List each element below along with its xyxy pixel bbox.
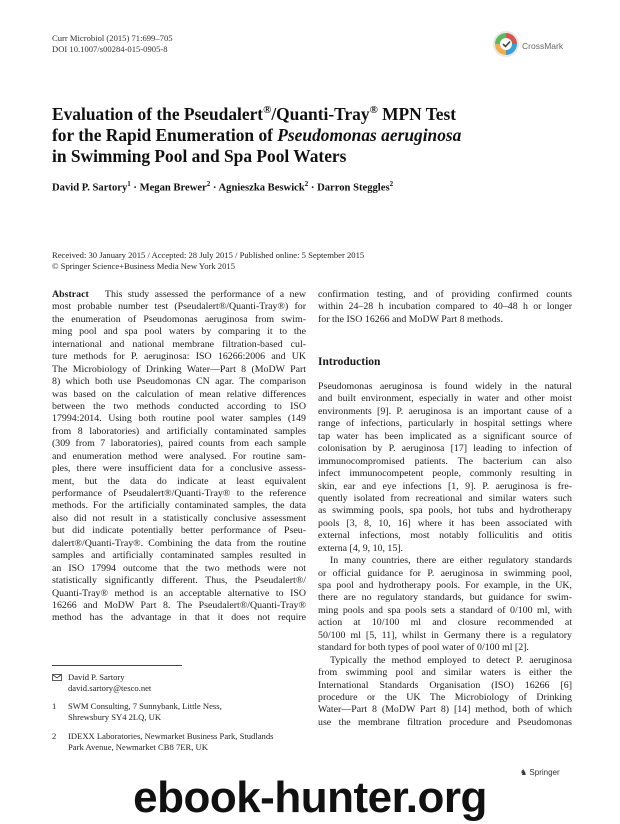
abstract-line: 16266 and MoDW Part 8. The Pseudalert®/Quanti-Tray®	[52, 599, 306, 611]
abstract-line: 17994:2014. Using both routine pool water samples (149	[52, 413, 306, 425]
intro-line: action at 10/100 ml and closure recommended at	[318, 617, 572, 629]
intro-line: International Standards Organisation (ISO) 16266 [6]	[318, 679, 572, 691]
abstract-line: within 24–28 h incubation compared to 40–48 h or longer	[318, 301, 572, 313]
intro-line: procedure or the UK The Microbiology of Drinking	[318, 691, 572, 703]
author-list: David P. Sartory$^1$ · Megan Brewer$^2$ · Agnieszka Beswick$^2$ · Darron Steggles$^2$	[52, 180, 394, 194]
intro-line: Water—Part 8 (MoDW Part 8) [14] method, both of which	[318, 704, 572, 716]
intro-line: or official guidance for P. aeruginosa in swimming pool,	[318, 567, 572, 579]
abstract-line: method has the advantage in that it does not require	[52, 612, 306, 624]
intro-line: infect immunocompetent people, commonly resulting in	[318, 468, 572, 480]
corresponding-author	[68, 672, 151, 694]
intro-line: range of infections, particularly in hospital settings where	[318, 418, 572, 430]
article-title	[52, 104, 552, 167]
abstract-line: confirmation testing, and of providing confirmed counts	[318, 289, 572, 300]
intro-line: use the membrane filtration procedure and Pseudomonas	[318, 716, 572, 728]
journal-line: Curr Microbiol (2015) 71:699–705	[52, 33, 173, 43]
author[interactable]: David P. Sartory	[52, 182, 128, 194]
corresponding-email[interactable]: david.sartory@tesco.net	[68, 683, 152, 693]
abstract-line: samples and artificially contaminated samples resulted in	[52, 550, 306, 562]
author[interactable]: Darron Steggles	[317, 182, 390, 194]
abstract-line: performance of Pseudalert®/Quanti-Tray® to the reference	[52, 488, 306, 499]
abstract-line: but did indicate potentially better performance of Pseu-	[52, 525, 306, 537]
affiliation-number: 2	[52, 731, 57, 741]
affiliation-2: IDEXX Laboratories, Newmarket Business Park, Studlands Park Avenue, Newmarket CB8 7ER, UK	[68, 731, 274, 752]
abstract-line: methods. For the artificially contaminated samples, the data	[52, 500, 306, 512]
intro-line: 50/100 ml [5, 11], whilst in Germany there is a regulatory	[318, 629, 572, 641]
introduction-heading: Introduction	[318, 356, 381, 368]
abstract-line: from 8 laboratories) and artificially contaminated samples	[52, 425, 306, 437]
abstract-heading: Abstract	[52, 289, 89, 300]
intro-line: there are no regulatory standards, but guidance for swim-	[318, 592, 572, 604]
abstract-line: (309 from 7 laboratories), paired counts from each sample	[52, 438, 306, 450]
title-line-2: for the Rapid Enumeration of Pseudomonas aeruginosa	[52, 125, 462, 145]
abstract-line: 8) which both use Pseudomonas CN agar. The comparison	[52, 376, 306, 388]
author[interactable]: Megan Brewer	[139, 182, 207, 194]
corresponding-name: David P. Sartory	[68, 672, 125, 682]
abstract-line: an ISO 17994 outcome that the two methods were not	[52, 562, 306, 574]
abstract-line: Quanti-Tray® method is an acceptable alternative to ISO	[52, 587, 306, 599]
left-column	[52, 289, 306, 625]
title-line-3: in Swimming Pool and Spa Pool Waters	[52, 146, 347, 166]
abstract-line: dalert®/Quanti-Tray®. Combining the data from the routine	[52, 537, 306, 549]
doi-line[interactable]: DOI 10.1007/s00284-015-0905-8	[52, 44, 168, 54]
publication-dates	[52, 250, 364, 272]
abstract-line: ture methods for P. aeruginosa: ISO 16266:2006 and UK	[52, 351, 306, 363]
intro-line: immunocompromised patients. The bacterium can also	[318, 455, 572, 467]
abstract-first-line: Abstract This study assessed the performance of a new	[52, 289, 307, 300]
abstract-line: also did not result in a statistically conclusive assessment	[52, 512, 306, 524]
intro-line: ming pools and spa pools sets a standard of 0/100 ml, with	[318, 604, 572, 616]
abstract-line: and enumeration method were analysed. For routine sam-	[52, 450, 306, 462]
envelope-icon	[52, 674, 62, 681]
crossmark-icon	[492, 30, 520, 58]
history-line: Received: 30 January 2015 / Accepted: 28 July 2015 / Published online: 5 September 2015	[52, 250, 365, 260]
abstract-line: for the ISO 16266 and MoDW Part 8 methods.	[318, 313, 503, 325]
abstract-line: most probable number test (Pseudalert®/Quanti-Tray®) for	[52, 301, 306, 313]
intro-line: environments [9]. P. aeruginosa is an important cause of a	[318, 405, 572, 417]
springer-horse-icon: ♞	[520, 768, 528, 777]
abstract-line: ment, but the data do indicate at least equivalent	[52, 475, 306, 487]
intro-line: and built environment, especially in water and other moist	[318, 393, 572, 405]
intro-line: externa [4, 9, 10, 15].	[318, 542, 404, 554]
author[interactable]: Agnieszka Beswick	[218, 182, 305, 194]
abstract-line: ming pool and spa pool waters by comparing it to the	[52, 326, 306, 338]
watermark: ebook-hunter.org	[133, 773, 487, 822]
intro-line: colonisation by P. aeruginosa [17] leading to infection of	[318, 443, 572, 455]
title-line-1: Evaluation of the Pseudalert®/Quanti-Tray® MPN Test	[52, 104, 457, 124]
registered-mark: ®	[263, 104, 272, 117]
abstract-line: the enumeration of Pseudomonas aeruginosa from swim-	[52, 313, 306, 325]
footnote-divider	[52, 665, 182, 666]
right-column-abstract	[318, 289, 572, 326]
copyright-line: © Springer Science+Business Media New York 2015	[52, 261, 235, 271]
intro-line: spa pool and hydrotherapy pools. For example, in the UK,	[318, 580, 572, 591]
registered-mark: ®	[369, 104, 378, 117]
abstract-line: was based on the calculation of mean relative differences	[52, 388, 306, 400]
intro-line: skin, ear and eye infections [1, 9]. P. aeruginosa is fre-	[318, 480, 572, 492]
crossmark-label: CrossMark	[522, 41, 564, 51]
intro-line: external infections, most notably folliculitis and otitis	[318, 530, 572, 542]
affiliation-number: 1	[52, 701, 57, 711]
intro-line: from swimming pool and similar waters is either the	[318, 667, 572, 679]
abstract-line: international and national membrane filtration-based cul-	[52, 338, 306, 350]
abstract-line: statistically significantly different. Thus, the Pseudalert®/	[52, 575, 306, 587]
affiliation-1: SWM Consulting, 7 Sunnybank, Little Ness, Shrewsbury SY4 2LQ, UK	[68, 701, 222, 722]
abstract-line: The Microbiology of Drinking Water—Part 8 (MoDW Part	[52, 363, 306, 375]
intro-line: In many countries, there are either regulatory standards	[330, 555, 572, 567]
publisher-name: Springer	[529, 768, 560, 777]
intro-line: quently isolated from recreational and similar waters such	[318, 492, 572, 504]
abstract-line: between the two methods conducted according to ISO	[52, 400, 306, 412]
intro-line: tap water has been implicated as a significant source of	[318, 430, 572, 442]
intro-line: as swimming pools, spa pools, hot tubs and hydrotherapy	[318, 505, 572, 517]
intro-line: Pseudomonas aeruginosa is found widely in the natural	[318, 381, 572, 392]
abstract-line: ples, there were insufficient data for a conclusive assess-	[52, 463, 306, 475]
journal-citation	[52, 33, 173, 55]
intro-line: Typically the method employed to detect P. aeruginosa	[330, 654, 572, 666]
intro-line: standard for both types of pool water of 0/100 ml [2].	[318, 642, 529, 654]
introduction-body	[318, 381, 572, 729]
crossmark-badge[interactable]	[492, 30, 578, 60]
intro-line: pools [3, 8, 10, 16] where it has been associated with	[318, 517, 572, 529]
